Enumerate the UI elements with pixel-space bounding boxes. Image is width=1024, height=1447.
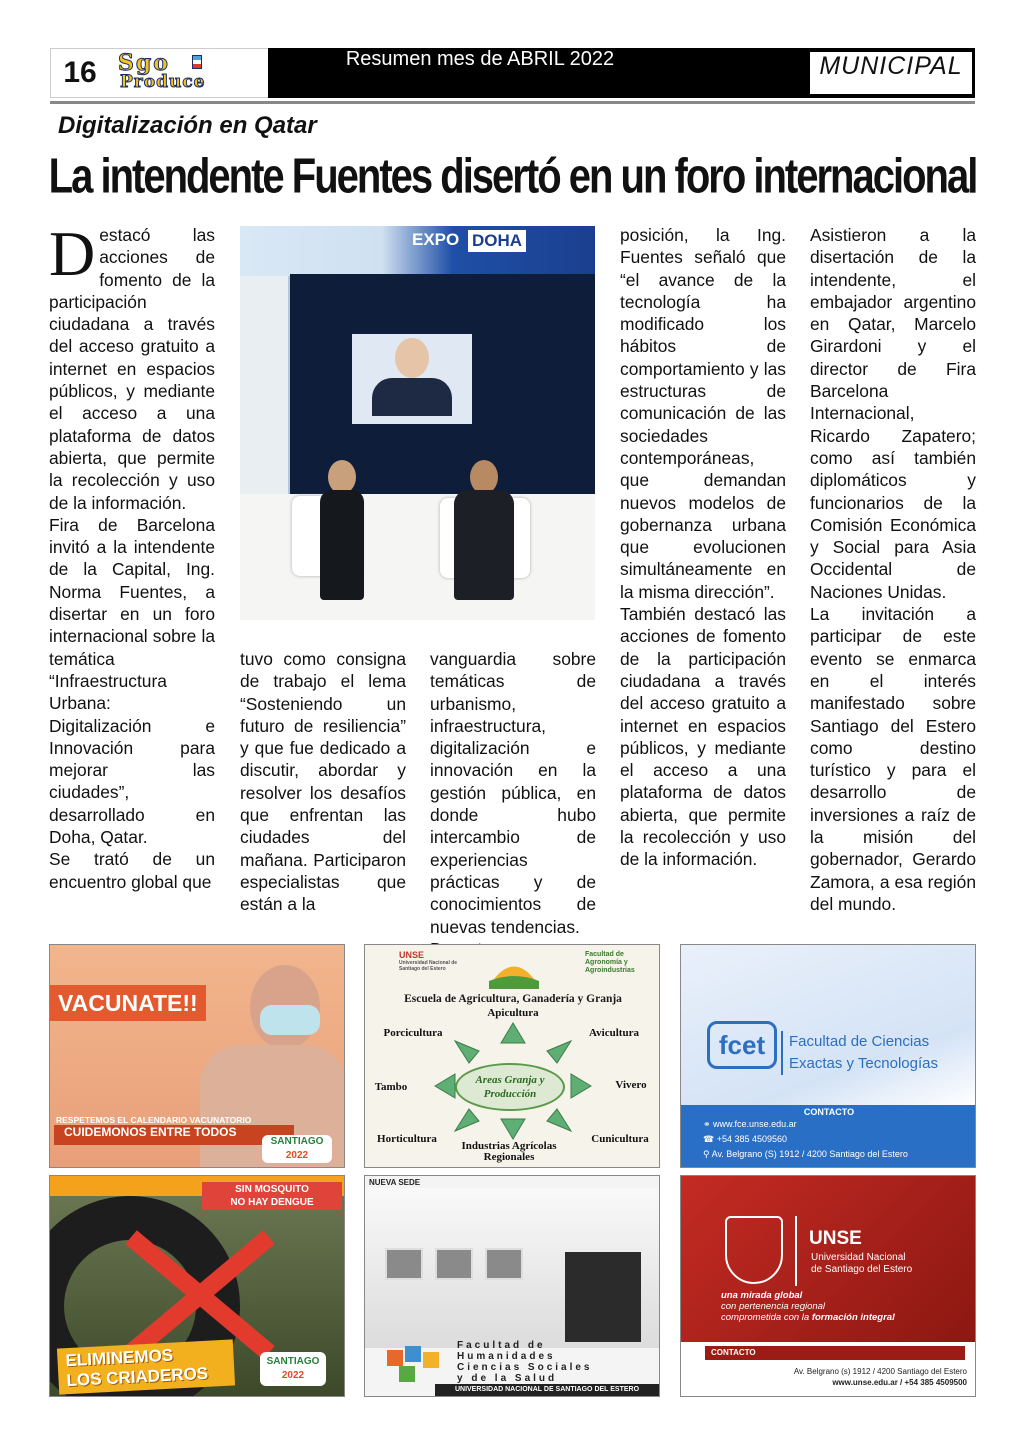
- humanidades-line1: Facultad de: [457, 1340, 546, 1351]
- unse-mini-title: UNSE: [399, 950, 425, 960]
- column-3-paragraph-1: vanguardia sobre temáticas de urbanismo, infraestructura, digitalización e innovación en la gestión pública, en donde hubo intercambio de experiencias prácticas y de conocimientos de nuevas tendencias.: [430, 649, 596, 937]
- unse-address: Av. Belgrano (s) 1912 / 4200 Santiago del Estero: [793, 1367, 967, 1376]
- logo-line1: Sgo: [118, 50, 170, 76]
- publication-logo[interactable]: [112, 50, 258, 96]
- flag-icon: [192, 55, 202, 69]
- page-number: 16: [63, 56, 97, 89]
- ad-vacunate-line1: RESPETEMOS EL CALENDARIO VACUNATORIO: [56, 1115, 252, 1125]
- ad-agronomia[interactable]: [364, 944, 660, 1168]
- dengue-slogan-line1: ELIMINEMOS: [65, 1345, 174, 1371]
- column-5-paragraph-2: La invitación a participar de este evento se enmarca en el interés manifestado sobre Santiago del Estero como destino turístico y para el desarrollo de inversiones a raíz de la misión del gobernador, Gerardo Zamora, a esa región del mundo.: [810, 604, 976, 914]
- santiago-logo: [260, 1352, 326, 1386]
- column-2-paragraph-1: tuvo como consigna de trabajo el lema “Sosteniendo un futuro de resiliencia” y que fue dedicado a discutir, abordar y resolver los desafíos que enfrentan las ciudades del mañana. Participaron especialistas que están a la: [240, 649, 406, 915]
- dengue-tag-line1: SIN MOSQUITO: [235, 1184, 309, 1195]
- dengue-slogan: [57, 1339, 235, 1394]
- label-apicultura: Apicultura: [487, 1007, 539, 1019]
- building-photo: [365, 1188, 660, 1348]
- unse-mini-sub: Universidad Nacional de Santiago del Estero: [399, 960, 458, 972]
- label-industrias: Industrias Agrícolas Regionales: [461, 1140, 557, 1163]
- panelist-man: [454, 460, 514, 600]
- unse-contact-details: [681, 1366, 967, 1388]
- label-tambo: Tambo: [374, 1081, 408, 1093]
- ad-vacunate[interactable]: [49, 944, 345, 1168]
- entrance: [565, 1252, 641, 1342]
- ad-vacunate-title: VACUNATE!!: [50, 985, 206, 1021]
- label-porcicultura: Porcicultura: [383, 1027, 443, 1039]
- unse-contact-title: CONTACTO: [705, 1346, 965, 1360]
- article-column-5: [810, 224, 976, 915]
- ad-dengue[interactable]: [49, 1175, 345, 1397]
- header-rule: [50, 101, 975, 104]
- window: [485, 1248, 523, 1280]
- label-cunicultura: Cunicultura: [591, 1133, 649, 1145]
- globe-icon: ⚭: [703, 1119, 714, 1129]
- article-column-3: [430, 648, 596, 960]
- location-pin-icon: ⚲: [703, 1149, 712, 1159]
- santiago-logo-top: SANTIAGO: [266, 1356, 320, 1367]
- fcet-web[interactable]: ⚭ www.fce.unse.edu.ar: [703, 1119, 797, 1129]
- column-4-paragraph-2: También destacó las acciones de fomento de la participación ciudadana a través del acceso gratuito a internet en espacios públicos, y mediante el acceso a una plataforma de datos abierta, que permite la recolección y uso de la información.: [620, 604, 786, 870]
- humanidades-university: UNIVERSIDAD NACIONAL DE SANTIAGO DEL ESTERO: [435, 1384, 659, 1396]
- article-kicker: Digitalización en Qatar: [58, 112, 317, 139]
- humanidades-name: [457, 1340, 657, 1384]
- santiago-logo-bottom: 2022: [285, 1150, 309, 1161]
- school-title: Escuela de Agricultura, Ganadería y Granja: [404, 993, 622, 1005]
- unse-tagline-3b: formación integral: [811, 1312, 895, 1323]
- label-vivero: Vivero: [615, 1079, 647, 1091]
- column-1-paragraph-1: estacó las acciones de fomento de la participación ciudadana a través del acceso gratuito a internet en espacios públicos, y mediante el acceso a una plataforma de datos abierta, que permite la recolección y uso de la información.: [49, 225, 215, 513]
- santiago-logo-top: SANTIAGO: [270, 1136, 324, 1147]
- dengue-tag: [202, 1182, 342, 1210]
- unse-tagline-3a: comprometida con la: [721, 1312, 812, 1323]
- ad-fcet[interactable]: [680, 944, 976, 1168]
- remote-speaker-head: [395, 338, 429, 378]
- article-column-1: [49, 218, 215, 893]
- unse-tagline: [721, 1290, 895, 1323]
- remote-speaker-body: [372, 378, 452, 416]
- label-avicultura: Avicultura: [589, 1027, 639, 1039]
- panelist-woman: [320, 460, 364, 600]
- article-column-4: [620, 224, 786, 871]
- banner-expo-text: EXPO: [412, 230, 460, 249]
- fcet-phone: ☎ +54 385 4509560: [703, 1134, 788, 1144]
- ad-humanidades[interactable]: [364, 1175, 660, 1397]
- window: [435, 1248, 473, 1280]
- article-headline: La intendente Fuentes disertó en un foro internacional: [48, 150, 977, 204]
- dengue-slogan-line2: LOS CRIADEROS: [66, 1363, 209, 1391]
- unse-name-line1: Universidad Nacional: [811, 1252, 906, 1263]
- window: [385, 1248, 423, 1280]
- dengue-tag-line2: NO HAY DENGUE: [230, 1197, 314, 1208]
- face-mask: [260, 1005, 320, 1035]
- column-5-paragraph-1: Asistieron a la disertación de la intendente, el embajador argentino en Qatar, Marcelo Girardoni y el director de Fira Barcelona Internacional, Ricardo Zapatero; como así también diplomáticos y funcionarios de la Comisión Económica y Social para Asia Occidental de Naciones Unidas.: [810, 225, 976, 602]
- unse-name: [811, 1252, 912, 1276]
- logo-line2: Produce: [120, 72, 206, 92]
- issue-label: Resumen mes de ABRIL 2022: [345, 48, 615, 70]
- puzzle-logo-icon: [385, 1344, 445, 1384]
- article-photo: [240, 226, 595, 620]
- fcet-name-line2: Exactas y Tecnologías: [789, 1055, 938, 1072]
- phone-icon: ☎: [703, 1134, 717, 1144]
- fcet-contact-title: CONTACTO: [803, 1107, 855, 1117]
- column-1-paragraph-3: Se trató de un encuentro global que: [49, 849, 215, 892]
- unse-divider: [795, 1216, 797, 1286]
- fcet-name-line1: Facultad de Ciencias: [789, 1033, 930, 1050]
- humanidades-line4: y de la Salud: [457, 1373, 558, 1384]
- unse-web[interactable]: www.unse.edu.ar / +54 385 4509500: [832, 1378, 967, 1387]
- fcet-logo: fcet: [707, 1021, 777, 1069]
- unse-name-line2: de Santiago del Estero: [811, 1264, 913, 1275]
- humanidades-line3: Ciencias Sociales: [457, 1362, 593, 1373]
- unse-tagline-2: con pertenencia regional: [721, 1301, 826, 1312]
- screen-frame: [352, 334, 472, 424]
- banner-doha-text: DOHA: [468, 230, 526, 252]
- areas-center-label: Areas Granja y Producción: [455, 1063, 565, 1111]
- nueva-sede-label: NUEVA SEDE: [369, 1178, 421, 1187]
- agronomia-faculty-label: Facultad de Agronomía y Agroindustrias: [585, 951, 635, 974]
- section-label: MUNICIPAL: [819, 52, 963, 80]
- column-4-paragraph-1: posición, la Ing. Fuentes señaló que “el avance de la tecnología ha modificado los hábitos de comportamiento y las estructuras de comunicación de las sociedades contemporáneas, que demandan nuevos modelos de gobernanza urbana que evolucionen simultáneamente en la misma dirección”.: [620, 225, 786, 602]
- ad-vacunate-line2: CUIDEMONOS ENTRE TODOS: [54, 1125, 294, 1145]
- humanidades-line2: Humanidades: [457, 1351, 556, 1362]
- unse-tagline-1: una mirada global: [721, 1290, 803, 1301]
- fcet-contact: [681, 1105, 976, 1168]
- unse-title: UNSE: [809, 1228, 862, 1249]
- column-1-paragraph-2: Fira de Barcelona invitó a la intendente de la Capital, Ing. Norma Fuentes, a disertar en un foro internacional sobre la temática “Infraestructura Urbana: Digitalización e Innovación para mejorar las ciudades”, desarrollado en Doha, Qatar.: [49, 514, 215, 848]
- santiago-logo-bottom: 2022: [281, 1370, 305, 1381]
- article-column-2: [240, 648, 406, 916]
- label-horticultura: Horticultura: [377, 1133, 437, 1145]
- santiago-logo: [262, 1135, 332, 1163]
- fcet-address: ⚲ Av. Belgrano (S) 1912 / 4200 Santiago del Estero: [703, 1149, 908, 1159]
- drop-cap: D: [49, 218, 96, 289]
- unse-crest-icon: [725, 1216, 783, 1284]
- fcet-name: [781, 1031, 938, 1075]
- ad-unse[interactable]: [680, 1175, 976, 1397]
